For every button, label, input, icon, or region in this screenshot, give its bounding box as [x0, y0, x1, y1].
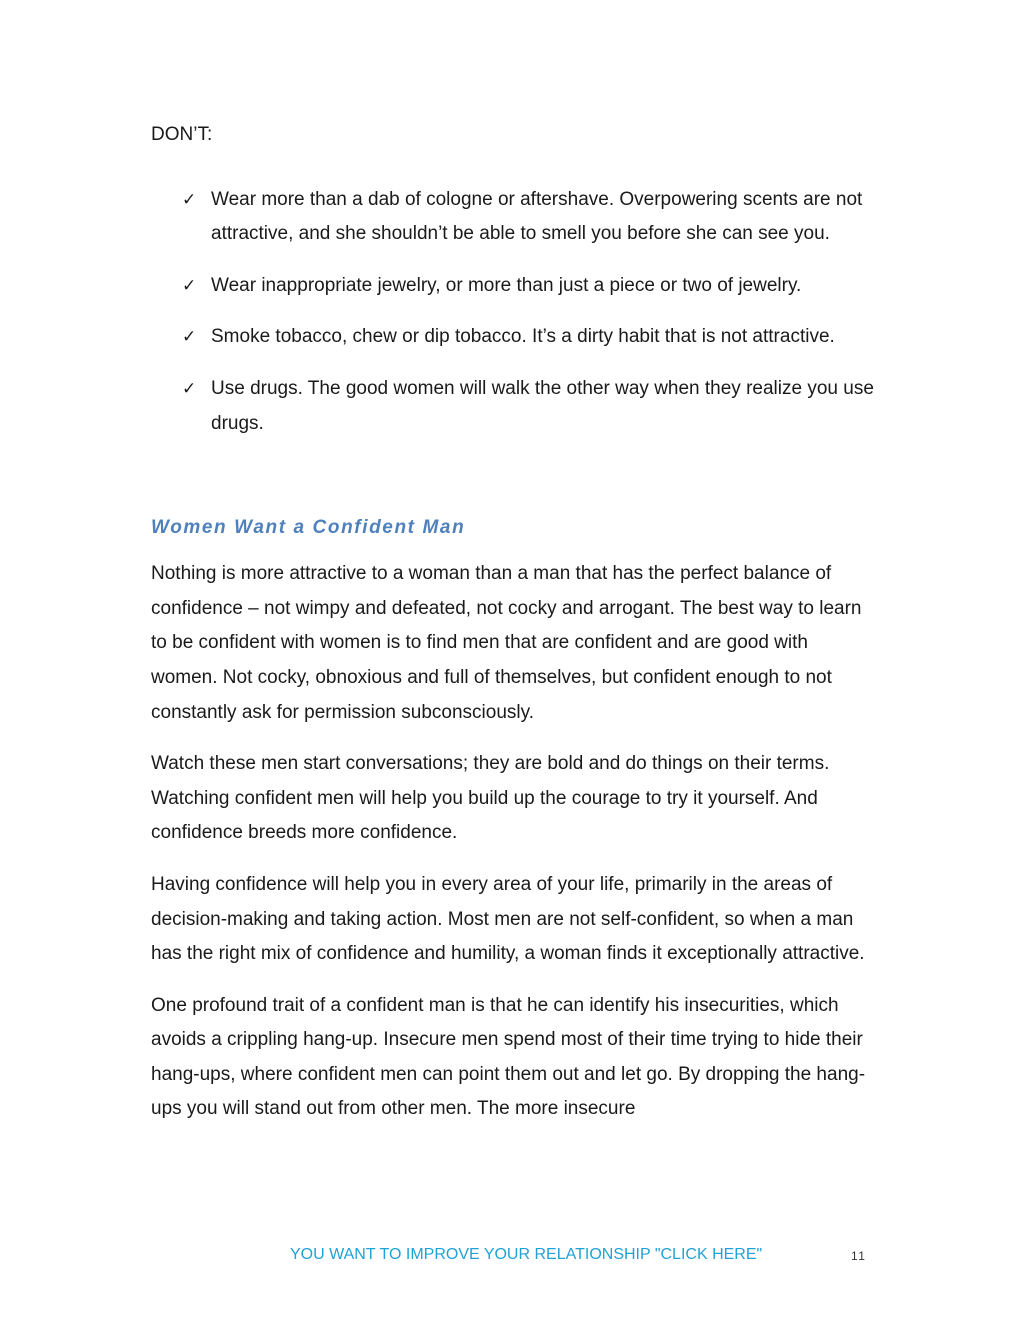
section-heading: Women Want a Confident Man — [151, 517, 466, 539]
checklist-item — [151, 269, 876, 304]
dont-label: DON’T: — [151, 124, 213, 145]
dont-checklist — [151, 183, 876, 442]
body-paragraph: Having confidence will help you in every area of your life, primarily in the areas of decision-making and taking action. Most men are not self-confident, so when a man has the right mix of confidence and humility, a woman finds it exceptionally attractive. — [151, 873, 865, 965]
check-mark-icon: ✓ — [182, 189, 197, 210]
body-paragraph: Watch these men start conversations; they are bold and do things on their terms. Watching confident men will help you build up the courage to try it yourself. And confidence breeds more confidence. — [151, 753, 830, 844]
body-paragraph: Nothing is more attractive to a woman than a man that has the perfect balance of confidence – not wimpy and defeated, not cocky and arrogant. The best way to learn to be confident with women is to find men that are confident and are good with women. Not cocky, obnoxious and full of themselves, but confident enough to not constantly ask for permission subconsciously. — [151, 563, 862, 723]
check-mark-icon: ✓ — [182, 327, 197, 348]
checklist-item-text: Use drugs. The good women will walk the other way when they realize you use drugs. — [211, 377, 874, 434]
check-mark-icon: ✓ — [182, 275, 197, 296]
check-mark-icon: ✓ — [182, 378, 197, 399]
body-paragraph: One profound trait of a confident man is that he can identify his insecurities, which avoids a crippling hang-up. Insecure men spend most of their time trying to hide their hang-ups, where confident men can point them out and let go. By dropping the hang-ups you will stand out from other men. The more insecure — [151, 994, 866, 1120]
checklist-item-text: Smoke tobacco, chew or dip tobacco. It’s a dirty habit that is not attractive. — [211, 326, 835, 348]
checklist-item — [151, 320, 876, 355]
checklist-item — [151, 372, 876, 441]
checklist-item — [151, 183, 876, 252]
checklist-item-text: Wear more than a dab of cologne or aftershave. Overpowering scents are not attractive, and she shouldn’t be able to smell you before she can see you. — [211, 188, 863, 245]
footer-click-here-link[interactable]: YOU WANT TO IMPROVE YOUR RELATIONSHIP "CLICK HERE" — [290, 1246, 763, 1263]
page-number: 11 — [851, 1249, 867, 1263]
checklist-item-text: Wear inappropriate jewelry, or more than just a piece or two of jewelry. — [211, 274, 802, 296]
page-content — [151, 118, 876, 1144]
